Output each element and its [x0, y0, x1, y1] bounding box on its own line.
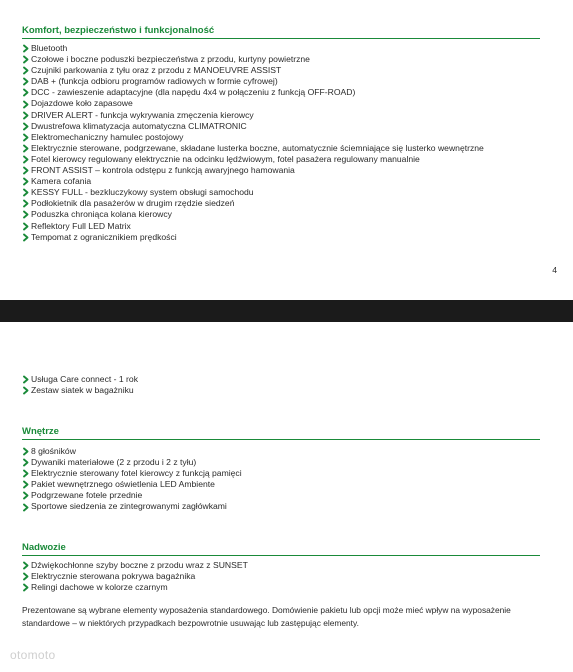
list-item-label: Dźwiękochłonne szyby boczne z przodu wraz z SUNSET	[31, 560, 248, 570]
chevron-right-icon	[22, 132, 30, 143]
chevron-right-icon	[22, 87, 30, 98]
list-item	[22, 479, 242, 490]
chevron-right-icon	[22, 221, 30, 232]
list-item	[22, 154, 484, 165]
chevron-right-icon	[22, 154, 30, 165]
list-item-label: Reflektory Full LED Matrix	[31, 220, 131, 231]
list-item-label: Dwustrefowa klimatyzacja automatyczna CLIMATRONIC	[31, 120, 247, 131]
list-item-label: Dywaniki materiałowe (2 z przodu i 2 z tyłu)	[31, 457, 197, 468]
list-item-label: Czujniki parkowania z tyłu oraz z przodu z MANOEUVRE ASSIST	[31, 65, 282, 76]
list-item	[22, 501, 242, 512]
section-title-comfort: Komfort, bezpieczeństwo i funkcjonalność	[22, 25, 540, 39]
chevron-right-icon	[22, 176, 30, 187]
list-item	[22, 457, 242, 468]
list-item	[22, 187, 484, 198]
chevron-right-icon	[22, 374, 30, 385]
section-title-exterior: Nadwozie	[22, 542, 540, 556]
comfort-items-list	[22, 43, 484, 243]
chevron-right-icon	[22, 490, 30, 501]
chevron-right-icon	[22, 385, 30, 396]
list-item	[22, 143, 484, 154]
list-item	[22, 490, 242, 501]
chevron-right-icon	[22, 198, 30, 209]
list-item-label: Pakiet wewnętrznego oświetlenia LED Ambiente	[31, 479, 215, 490]
list-item	[22, 374, 138, 385]
chevron-right-icon	[22, 457, 30, 468]
list-item-label: Sportowe siedzenia ze zintegrowanymi zagłówkami	[31, 501, 227, 512]
chevron-right-icon	[22, 110, 30, 121]
page-separator	[0, 300, 573, 322]
chevron-right-icon	[22, 479, 30, 490]
chevron-right-icon	[22, 165, 30, 176]
list-item-label: Tempomat z ogranicznikiem prędkości	[31, 231, 177, 242]
list-item-label: KESSY FULL - bezkluczykowy system obsługi samochodu	[31, 187, 254, 198]
list-item-label: Zestaw siatek w bagażniku	[31, 385, 134, 396]
chevron-right-icon	[22, 99, 30, 110]
list-item	[22, 232, 484, 243]
chevron-right-icon	[22, 54, 30, 65]
list-item-label: Podgrzewane fotele przednie	[31, 490, 143, 501]
chevron-right-icon	[22, 560, 30, 571]
list-item-label: 8 głośników	[31, 446, 76, 456]
list-item	[22, 468, 242, 479]
list-item	[22, 221, 484, 232]
list-item	[22, 446, 242, 457]
list-item	[22, 571, 248, 582]
list-item-label: DCC - zawieszenie adaptacyjne (dla napędu 4x4 w połączeniu z funkcją OFF-ROAD)	[31, 87, 356, 98]
list-item	[22, 176, 484, 187]
list-item-label: Dojazdowe koło zapasowe	[31, 98, 133, 109]
list-item-label: Kamera cofania	[31, 176, 92, 187]
list-item-label: Elektrycznie sterowany fotel kierowcy z funkcją pamięci	[31, 468, 242, 479]
chevron-right-icon	[22, 209, 30, 220]
list-item	[22, 198, 484, 209]
chevron-right-icon	[22, 468, 30, 479]
list-item-label: Usługa Care connect - 1 rok	[31, 374, 138, 384]
list-item	[22, 98, 484, 109]
list-item-label: Elektrycznie sterowane, podgrzewane, składane lusterka boczne, automatycznie ściemniające się lusterko wewnętrzne	[31, 142, 484, 153]
list-item-label: Fotel kierowcy regulowany elektrycznie na odcinku lędźwiowym, fotel pasażera regulowany manualnie	[31, 153, 420, 164]
chevron-right-icon	[22, 187, 30, 198]
chevron-right-icon	[22, 502, 30, 513]
chevron-right-icon	[22, 43, 30, 54]
interior-items-list	[22, 446, 242, 513]
list-item	[22, 560, 248, 571]
list-item	[22, 87, 484, 98]
list-item-label: Podłokietnik dla pasażerów w drugim rzędzie siedzeń	[31, 198, 235, 209]
chevron-right-icon	[22, 232, 30, 243]
list-item	[22, 65, 484, 76]
list-item	[22, 54, 484, 65]
list-item-label: Bluetooth	[31, 43, 68, 53]
list-item	[22, 582, 248, 593]
list-item-label: FRONT ASSIST – kontrola odstępu z funkcją awaryjnego hamowania	[31, 165, 295, 176]
chevron-right-icon	[22, 582, 30, 593]
list-item	[22, 209, 484, 220]
list-item-label: Relingi dachowe w kolorze czarnym	[31, 582, 168, 593]
watermark-logo: otomoto	[10, 648, 56, 662]
list-item	[22, 110, 484, 121]
document-page-5	[0, 322, 573, 672]
list-item	[22, 76, 484, 87]
list-item-label: DAB + (funkcja odbioru programów radiowych w formie cyfrowej)	[31, 76, 278, 87]
list-item	[22, 165, 484, 176]
list-item	[22, 385, 138, 396]
chevron-right-icon	[22, 121, 30, 132]
list-item-label: Poduszka chroniąca kolana kierowcy	[31, 209, 172, 220]
list-item	[22, 43, 484, 54]
continued-items-list	[22, 374, 138, 396]
list-item	[22, 121, 484, 132]
exterior-items-list	[22, 560, 248, 593]
footnote: Prezentowane są wybrane elementy wyposażenia standardowego. Domówienie pakietu lub opcji może mieć wpływ na wyposażenie standardowe – w niektórych przypadkach bezpowrotnie usuwając lub zastępując elementy.	[22, 605, 511, 628]
list-item-label: DRIVER ALERT - funkcja wykrywania zmęczenia kierowcy	[31, 109, 254, 120]
chevron-right-icon	[22, 65, 30, 76]
page-number: 4	[552, 265, 557, 275]
chevron-right-icon	[22, 143, 30, 154]
list-item-label: Elektrycznie sterowana pokrywa bagażnika	[31, 571, 196, 582]
chevron-right-icon	[22, 446, 30, 457]
document-page-4	[0, 0, 573, 300]
chevron-right-icon	[22, 76, 30, 87]
section-title-interior: Wnętrze	[22, 426, 540, 440]
list-item-label: Elektromechaniczny hamulec postojowy	[31, 131, 184, 142]
list-item	[22, 132, 484, 143]
chevron-right-icon	[22, 571, 30, 582]
list-item-label: Czołowe i boczne poduszki bezpieczeństwa z przodu, kurtyny powietrzne	[31, 54, 310, 65]
